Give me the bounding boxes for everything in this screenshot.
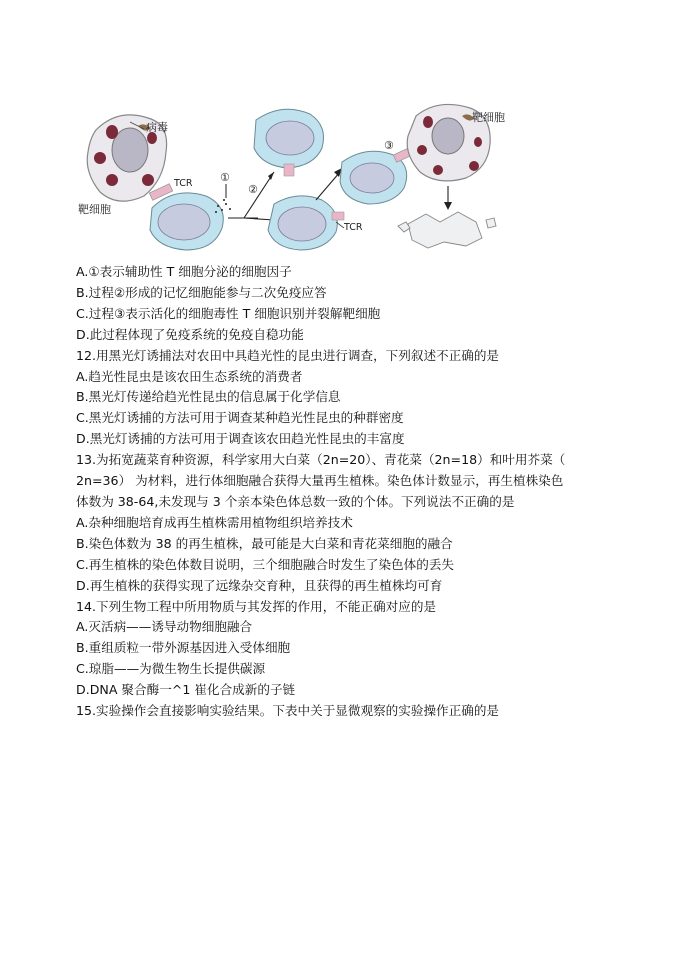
label-tcr-bottom: TCR <box>344 222 363 233</box>
q12-stem: 12.用黑光灯诱捕法对农田中具趋光性的昆虫进行调查，下列叙述不正确的是 <box>76 347 500 363</box>
q12-option-b: B.黑光灯传递给趋光性昆虫的信息属于化学信息 <box>76 389 341 405</box>
label-step-1: ① <box>220 171 230 184</box>
q12-option-a: A.趋光性昆虫是该农田生态系统的消费者 <box>76 368 303 384</box>
lysed-cell-fragments-icon <box>398 212 496 248</box>
question-text-block <box>76 262 616 722</box>
q12-option-c: C.黑光灯诱捕的方法可用于调查某种趋光性昆虫的种群密度 <box>76 410 404 426</box>
label-tcr-left: TCR <box>174 178 193 189</box>
label-target-cell-right: 靶细胞 <box>472 111 505 124</box>
q13-option-c: C.再生植株的染色体数目说明，三个细胞融合时发生了染色体的丢失 <box>76 556 455 572</box>
t-cell-left-icon <box>150 193 223 250</box>
q13-stem-line1: 13.为拓宽蔬菜育种资源，科学家用大白菜（2n=20）、青花菜（2n=18）和叶用芥菜（ <box>76 452 566 468</box>
q13-option-b: B.染色体数为 38 的再生植株，最可能是大白菜和青花菜细胞的融合 <box>76 535 453 551</box>
q14-stem: 14.下列生物工程中所用物质与其发挥的作用，不能正确对应的是 <box>76 598 437 614</box>
q14-option-d: D.DNA 聚合酶一^1 崔化合成新的子链 <box>76 682 296 698</box>
q11-option-a: A.①表示辅助性 T 细胞分泌的细胞因子 <box>76 264 292 279</box>
label-virus: 病毒 <box>146 121 168 134</box>
label-step-3: ③ <box>384 139 394 152</box>
diagram-artwork <box>78 100 508 260</box>
label-target-cell-left: 靶细胞 <box>78 203 111 216</box>
q13-stem-line3: 体数为 38-64,未发现与 3 个亲本染色体总数一致的个体。下列说法不正确的是 <box>76 493 515 509</box>
q12-option-d: D.黑光灯诱捕的方法可用于调查该农田趋光性昆虫的丰富度 <box>76 431 405 447</box>
q14-option-a: A.灭活病——诱导动物细胞融合 <box>76 619 253 635</box>
q13-stem-line2: 2n=36） 为材料，进行体细胞融合获得大量再生植株。染色体计数显示，再生植株染色 <box>76 473 564 489</box>
q15-stem: 15.实验操作会直接影响实验结果。下表中关于显微观察的实验操作正确的是 <box>76 703 500 719</box>
q11-option-b: B.过程②形成的记忆细胞能参与二次免疫应答 <box>76 284 327 300</box>
memory-t-cell-icon <box>254 109 324 176</box>
q11-option-d: D.此过程体现了免疫系统的免疫自稳功能 <box>76 326 304 342</box>
label-step-2: ② <box>248 183 258 196</box>
q13-option-d: D.再生植株的获得实现了远缘杂交育种，且获得的再生植株均可育 <box>76 577 443 593</box>
q13-option-a: A.杂种细胞培育成再生植株需用植物组织培养技术 <box>76 514 353 530</box>
q14-option-b: B.重组质粒一带外源基因进入受体细胞 <box>76 640 291 656</box>
q14-option-c: C.琼脂——为微生物生长提供碳源 <box>76 661 266 677</box>
q11-option-c: C.过程③表示活化的细胞毒性 T 细胞识别并裂解靶细胞 <box>76 305 381 321</box>
cytotoxic-t-cell-icon <box>268 196 344 250</box>
immune-response-diagram <box>78 100 508 260</box>
